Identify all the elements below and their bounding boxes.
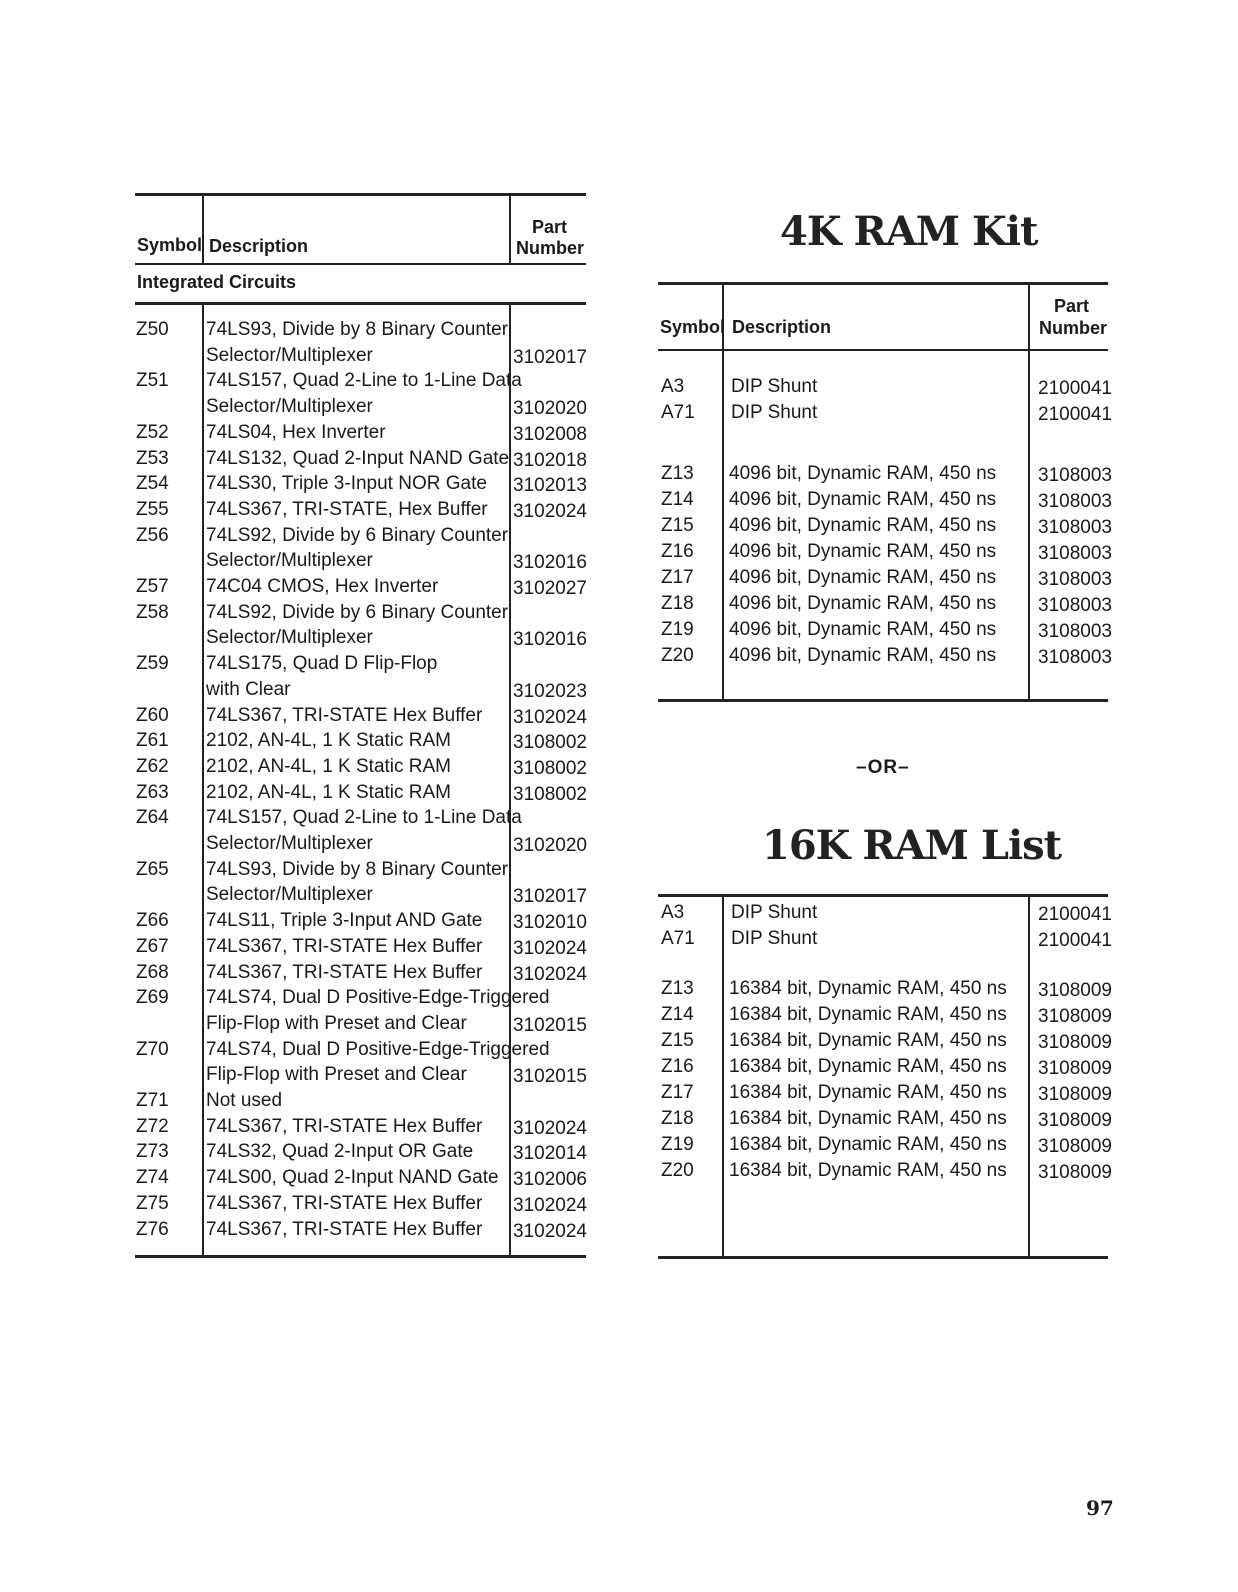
row-symbol: Z66 <box>136 910 169 932</box>
row-description: 74LS92, Divide by 6 Binary Counter <box>206 524 509 546</box>
row-part-number: 2100041 <box>1038 404 1112 425</box>
row-part-number: 3108009 <box>1038 1084 1112 1105</box>
kit4k-bottom-rule <box>658 699 1108 702</box>
row-description: 74LS367, TRI-STATE Hex Buffer <box>206 1218 483 1240</box>
row-part-number: 3102016 <box>513 552 587 574</box>
row-part-number: 3102017 <box>513 346 587 368</box>
row-symbol: Z60 <box>136 704 169 726</box>
row-part-number: 3108003 <box>1038 595 1112 616</box>
row-part-number: 3102024 <box>513 706 587 728</box>
row-part-number: 3102024 <box>513 1194 587 1216</box>
row-symbol: Z64 <box>136 807 169 829</box>
row-description: 74C04 CMOS, Hex Inverter <box>206 576 439 597</box>
row-part-number: 3102015 <box>513 1066 587 1088</box>
row-description: 74LS157, Quad 2-Line to 1-Line Data <box>206 807 522 829</box>
list16k-divider-2 <box>1028 896 1030 1257</box>
row-symbol: Z63 <box>136 781 169 803</box>
row-description: Not used <box>206 1090 283 1111</box>
row-description: 74LS32, Quad 2-Input OR Gate <box>206 1141 474 1163</box>
row-symbol: Z50 <box>136 319 169 340</box>
row-symbol: Z67 <box>136 935 169 957</box>
row-symbol: Z71 <box>136 1090 169 1111</box>
row-description: 74LS92, Divide by 6 Binary Counter <box>206 601 509 623</box>
row-description: 4096 bit, Dynamic RAM, 450 ns <box>729 567 997 588</box>
row-description: 74LS74, Dual D Positive-Edge-Triggered <box>206 1038 550 1060</box>
row-description: DIP Shunt <box>731 928 818 949</box>
title-4k-ram-kit: 4K RAM Kit <box>780 208 1038 255</box>
row-part-number: 3108003 <box>1038 517 1112 538</box>
row-description: 74LS157, Quad 2-Line to 1-Line Data <box>206 370 522 392</box>
row-description: 74LS00, Quad 2-Input NAND Gate <box>206 1167 499 1189</box>
title-16k-ram-list: 16K RAM List <box>762 822 1062 869</box>
row-description: 74LS132, Quad 2-Input NAND Gate <box>206 447 510 469</box>
kit4k-header-part: Part <box>1054 296 1090 316</box>
row-description: 74LS74, Dual D Positive-Edge-Triggered <box>206 987 550 1009</box>
row-description: 2102, AN-4L, 1 K Static RAM <box>206 730 452 752</box>
row-part-number: 3102024 <box>513 500 587 522</box>
row-part-number: 3108003 <box>1038 569 1112 590</box>
row-part-number: 3102006 <box>513 1169 587 1191</box>
row-description: 16384 bit, Dynamic RAM, 450 ns <box>729 1004 1007 1025</box>
row-symbol: A71 <box>661 402 695 423</box>
row-symbol: Z13 <box>661 978 694 999</box>
left-header-description: Description <box>209 236 309 256</box>
row-description: 16384 bit, Dynamic RAM, 450 ns <box>729 1160 1007 1181</box>
row-part-number: 3108002 <box>513 757 587 779</box>
row-description: 74LS175, Quad D Flip-Flop <box>206 653 438 675</box>
row-symbol: Z15 <box>661 1030 694 1051</box>
row-description: Selector/Multiplexer <box>206 884 373 906</box>
row-part-number: 3102024 <box>513 1117 587 1139</box>
row-part-number: 3102018 <box>513 449 587 471</box>
row-description: 74LS367, TRI-STATE, Hex Buffer <box>206 498 488 520</box>
page-number: 97 <box>1086 1496 1114 1520</box>
row-symbol: Z54 <box>136 473 169 495</box>
left-header-part: Part <box>532 217 568 237</box>
row-description: Selector/Multiplexer <box>206 833 373 854</box>
row-description: 4096 bit, Dynamic RAM, 450 ns <box>729 489 997 510</box>
row-description: 74LS367, TRI-STATE Hex Buffer <box>206 935 483 957</box>
row-description: 4096 bit, Dynamic RAM, 450 ns <box>729 541 997 562</box>
kit4k-header-rule <box>658 349 1108 351</box>
row-symbol: Z17 <box>661 567 694 588</box>
row-part-number: 3102013 <box>513 475 587 497</box>
row-symbol: A3 <box>661 902 685 923</box>
row-symbol: Z16 <box>661 1056 694 1077</box>
row-symbol: Z58 <box>136 601 169 623</box>
row-description: 74LS93, Divide by 8 Binary Counter <box>206 858 509 880</box>
row-symbol: Z51 <box>136 370 169 392</box>
row-description: with Clear <box>206 678 291 700</box>
row-symbol: A71 <box>661 928 695 949</box>
row-symbol: Z18 <box>661 593 694 614</box>
list16k-bottom-rule <box>658 1256 1108 1259</box>
kit4k-divider-2 <box>1028 284 1030 700</box>
row-symbol: Z17 <box>661 1082 694 1103</box>
row-symbol: Z18 <box>661 1108 694 1129</box>
row-part-number: 3108009 <box>1038 1110 1112 1131</box>
row-description: Selector/Multiplexer <box>206 396 373 418</box>
row-description: 16384 bit, Dynamic RAM, 450 ns <box>729 1082 1007 1103</box>
row-description: 74LS93, Divide by 8 Binary Counter <box>206 319 509 340</box>
row-part-number: 3108003 <box>1038 621 1112 642</box>
row-symbol: Z19 <box>661 619 694 640</box>
row-symbol: Z52 <box>136 421 169 443</box>
kit4k-top-rule <box>658 282 1108 285</box>
row-description: 4096 bit, Dynamic RAM, 450 ns <box>729 515 997 536</box>
left-header-divider-2 <box>509 195 511 264</box>
left-body-divider-2 <box>509 304 511 1256</box>
list16k-top-rule <box>658 894 1108 897</box>
row-part-number: 3102010 <box>513 912 587 934</box>
left-body-divider-1 <box>202 304 204 1256</box>
row-description: Flip-Flop with Preset and Clear <box>206 1012 467 1034</box>
row-description: 16384 bit, Dynamic RAM, 450 ns <box>729 1056 1007 1077</box>
row-symbol: Z62 <box>136 755 169 777</box>
row-part-number: 2100041 <box>1038 930 1112 951</box>
row-symbol: Z20 <box>661 645 694 666</box>
row-symbol: Z14 <box>661 1004 694 1025</box>
row-part-number: 3108009 <box>1038 1032 1112 1053</box>
row-part-number: 3108002 <box>513 732 587 754</box>
kit4k-header-number: Number <box>1039 318 1108 338</box>
row-symbol: Z59 <box>136 653 169 675</box>
row-symbol: Z16 <box>661 541 694 562</box>
row-description: 2102, AN-4L, 1 K Static RAM <box>206 755 452 777</box>
row-description: 74LS367, TRI-STATE Hex Buffer <box>206 704 483 726</box>
row-description: DIP Shunt <box>731 376 818 397</box>
row-part-number: 3102024 <box>513 1220 587 1242</box>
row-description: 74LS04, Hex Inverter <box>206 421 386 443</box>
row-description: 74LS367, TRI-STATE Hex Buffer <box>206 961 483 983</box>
row-description: 74LS11, Triple 3-Input AND Gate <box>206 910 483 932</box>
row-description: 4096 bit, Dynamic RAM, 450 ns <box>729 463 997 484</box>
left-header-number: Number <box>516 238 585 258</box>
row-part-number: 3102015 <box>513 1014 587 1036</box>
row-symbol: Z57 <box>136 576 169 597</box>
row-part-number: 3102014 <box>513 1143 587 1165</box>
row-symbol: Z76 <box>136 1218 169 1240</box>
left-table-bottom-rule <box>135 1255 586 1258</box>
row-part-number: 3102008 <box>513 423 587 445</box>
row-description: Selector/Multiplexer <box>206 627 373 649</box>
row-part-number: 3108003 <box>1038 647 1112 668</box>
left-header-symbol: Symbol <box>137 235 203 255</box>
row-part-number: 3102016 <box>513 629 587 651</box>
left-header-bottom-rule <box>135 263 586 265</box>
row-description: Selector/Multiplexer <box>206 550 373 572</box>
kit4k-header-symbol: Symbol <box>660 317 726 337</box>
row-part-number: 3108003 <box>1038 465 1112 486</box>
row-symbol: Z75 <box>136 1192 169 1214</box>
row-symbol: A3 <box>661 376 685 397</box>
row-symbol: Z13 <box>661 463 694 484</box>
row-description: 4096 bit, Dynamic RAM, 450 ns <box>729 593 997 614</box>
row-part-number: 3102023 <box>513 680 587 702</box>
row-symbol: Z72 <box>136 1115 169 1137</box>
row-symbol: Z56 <box>136 524 169 546</box>
row-description: 16384 bit, Dynamic RAM, 450 ns <box>729 1134 1007 1155</box>
row-symbol: Z65 <box>136 858 169 880</box>
row-part-number: 3108003 <box>1038 491 1112 512</box>
row-symbol: Z19 <box>661 1134 694 1155</box>
row-description: 74LS367, TRI-STATE Hex Buffer <box>206 1192 483 1214</box>
row-description: Flip-Flop with Preset and Clear <box>206 1064 467 1086</box>
row-symbol: Z69 <box>136 987 169 1009</box>
row-description: DIP Shunt <box>731 402 818 423</box>
row-part-number: 3108009 <box>1038 1162 1112 1183</box>
row-symbol: Z74 <box>136 1167 169 1189</box>
row-description: 16384 bit, Dynamic RAM, 450 ns <box>729 1030 1007 1051</box>
row-part-number: 3108009 <box>1038 1058 1112 1079</box>
kit4k-divider-1 <box>722 284 724 700</box>
row-symbol: Z15 <box>661 515 694 536</box>
row-part-number: 3102024 <box>513 937 587 959</box>
row-description: 74LS367, TRI-STATE Hex Buffer <box>206 1115 483 1137</box>
row-part-number: 3108009 <box>1038 1136 1112 1157</box>
row-description: DIP Shunt <box>731 902 818 923</box>
row-symbol: Z55 <box>136 498 169 520</box>
row-part-number: 3108009 <box>1038 1006 1112 1027</box>
row-symbol: Z20 <box>661 1160 694 1181</box>
row-description: Selector/Multiplexer <box>206 344 373 366</box>
row-symbol: Z73 <box>136 1141 169 1163</box>
row-part-number: 3102027 <box>513 578 587 599</box>
row-symbol: Z70 <box>136 1038 169 1060</box>
kit4k-header-description: Description <box>732 317 832 337</box>
row-part-number: 2100041 <box>1038 904 1112 925</box>
or-separator: –OR– <box>856 757 910 778</box>
row-description: 2102, AN-4L, 1 K Static RAM <box>206 781 452 803</box>
row-symbol: Z14 <box>661 489 694 510</box>
row-part-number: 3108009 <box>1038 980 1112 1001</box>
row-symbol: Z53 <box>136 447 169 469</box>
row-part-number: 3102020 <box>513 398 587 420</box>
row-part-number: 3102024 <box>513 963 587 985</box>
row-description: 74LS30, Triple 3-Input NOR Gate <box>206 473 487 495</box>
row-description: 4096 bit, Dynamic RAM, 450 ns <box>729 619 997 640</box>
row-part-number: 3108002 <box>513 783 587 805</box>
row-part-number: 3108003 <box>1038 543 1112 564</box>
row-symbol: Z68 <box>136 961 169 983</box>
row-description: 16384 bit, Dynamic RAM, 450 ns <box>729 1108 1007 1129</box>
row-part-number: 3102017 <box>513 886 587 908</box>
row-description: 4096 bit, Dynamic RAM, 450 ns <box>729 645 997 666</box>
left-header-divider-1 <box>202 195 204 264</box>
list16k-divider-1 <box>722 896 724 1257</box>
row-part-number: 2100041 <box>1038 378 1112 399</box>
row-description: 16384 bit, Dynamic RAM, 450 ns <box>729 978 1007 999</box>
row-part-number: 3102020 <box>513 835 587 856</box>
section-title-integrated-circuits: Integrated Circuits <box>137 272 297 292</box>
row-symbol: Z61 <box>136 730 169 752</box>
